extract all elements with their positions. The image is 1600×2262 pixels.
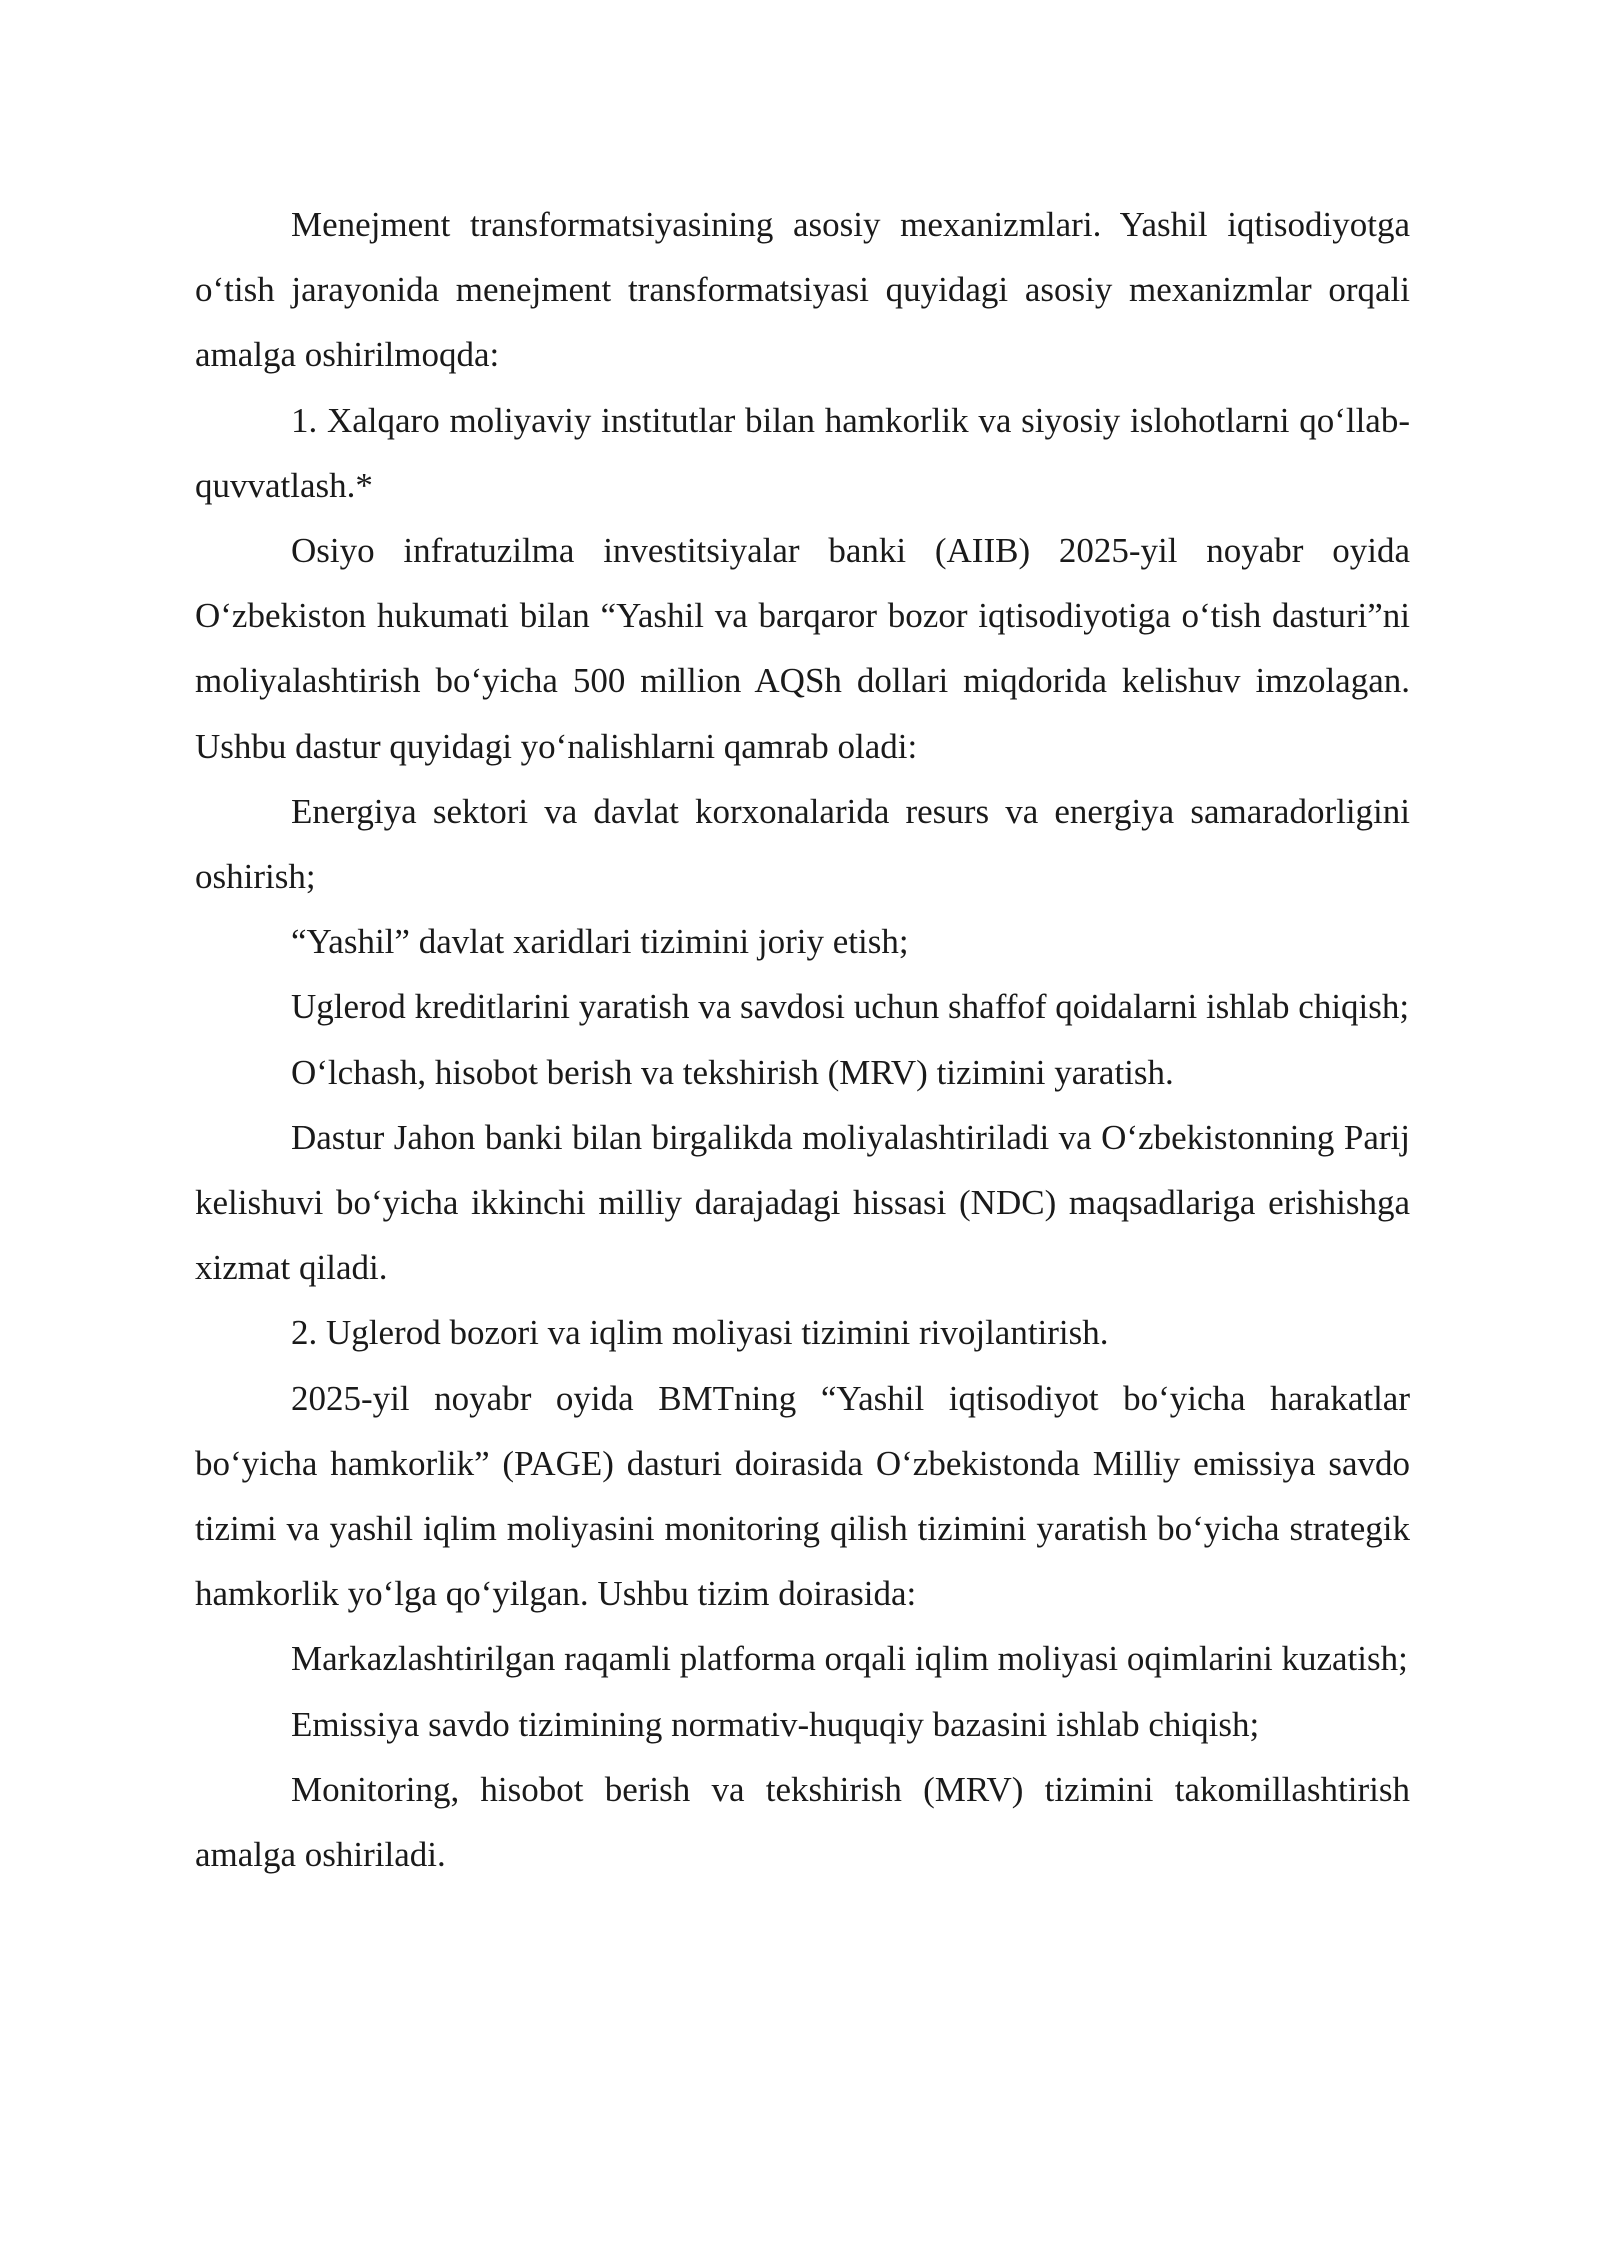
paragraph-section-heading: Menejment transformatsiyasining asosiy mexanizmlari. Yashil iqtisodiyotga o‘tish jarayonida menejment transformatsiyasi quyidagi asosiy mexanizmlar orqali amalga oshirilmoqda: bbox=[195, 205, 1410, 375]
paragraph-item-1-heading: 1. Xalqaro moliyaviy institutlar bilan hamkorlik va siyosiy islohotlarni qo‘llab-quvvatlash.* bbox=[195, 400, 1410, 505]
paragraph-page-partnership: 2025-yil noyabr oyida BMTning “Yashil iqtisodiyot bo‘yicha harakatlar bo‘yicha hamkorlik” (PAGE) dasturi doirasida O‘zbekistonda Milliy emissiya savdo tizimi va yashil iqlim moliyasini monitoring qilish tizimini yaratish bo‘yicha strategik hamkorlik yo‘lga qo‘yilgan. Ushbu tizim doirasida: bbox=[195, 1378, 1410, 1614]
paragraph-world-bank-ndc: Dastur Jahon banki bilan birgalikda moliyalashtiriladi va O‘zbekistonning Parij kelishuvi bo‘yicha ikkinchi milliy darajadagi hissasi (NDC) maqsadlariga erishishga xizmat qiladi. bbox=[195, 1117, 1410, 1288]
paragraph-carbon-credits: Uglerod kreditlarini yaratish va savdosi uchun shaffof qoidalarni ishlab chiqish; bbox=[291, 987, 1410, 1027]
paragraph-energy-efficiency: Energiya sektori va davlat korxonalarida resurs va energiya samaradorligini oshirish; bbox=[195, 791, 1410, 897]
paragraph-mrv-system: O‘lchash, hisobot berish va tekshirish (MRV) tizimini yaratish. bbox=[291, 1052, 1174, 1092]
paragraph-digital-platform: Markazlashtirilgan raqamli platforma orqali iqlim moliyasi oqimlarini kuzatish; bbox=[291, 1639, 1408, 1679]
paragraph-aiib-agreement: Osiyo infratuzilma investitsiyalar banki (AIIB) 2025-yil noyabr oyida O‘zbekiston hukumati bilan “Yashil va barqaror bozor iqtisodiyotiga o‘tish dasturi”ni moliyalashtirish bo‘yicha 500 million AQSh dollari miqdorida kelishuv imzolagan. Ushbu dastur quyidagi yo‘nalishlarni qamrab oladi: bbox=[195, 531, 1410, 766]
paragraph-item-2-heading: 2. Uglerod bozori va iqlim moliyasi tizimini rivojlantirish. bbox=[291, 1313, 1109, 1353]
document-body bbox=[195, 192, 1410, 1887]
paragraph-mrv-improvement: Monitoring, hisobot berish va tekshirish (MRV) tizimini takomillashtirish amalga oshiriladi. bbox=[195, 1769, 1410, 1875]
paragraph-green-procurement: “Yashil” davlat xaridlari tizimini joriy etish; bbox=[291, 922, 909, 962]
paragraph-emission-trading-framework: Emissiya savdo tizimining normativ-huquqiy bazasini ishlab chiqish; bbox=[291, 1704, 1260, 1744]
